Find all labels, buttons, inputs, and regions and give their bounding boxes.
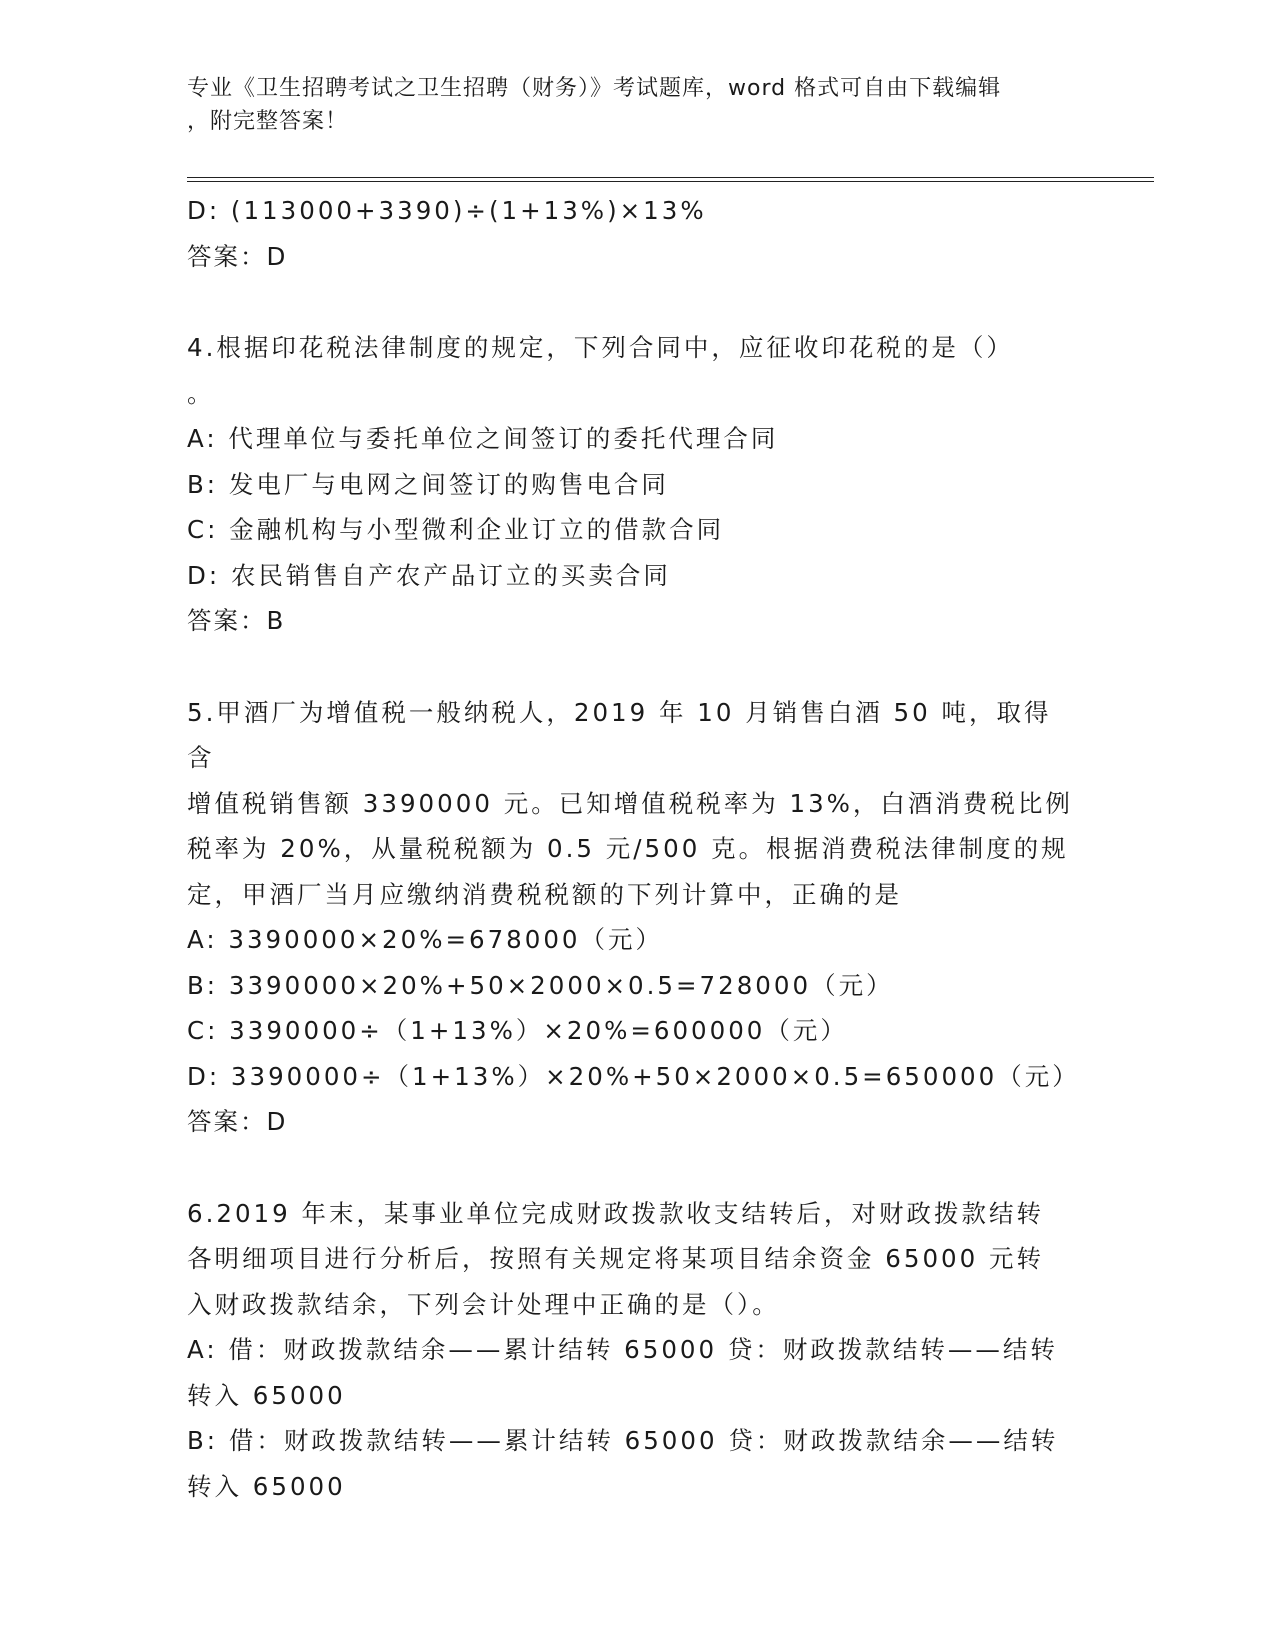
question-5 bbox=[187, 690, 1080, 1145]
q5-option-b: B: 3390000×20%+50×2000×0.5=728000（元） bbox=[187, 970, 894, 1000]
header-line-2: ，附完整答案！ bbox=[187, 109, 349, 134]
header-rule-top bbox=[187, 177, 1154, 178]
q5-stem-line-3: 税率为 20%，从量税税额为 0.5 元/500 克。根据消费税法律制度的规 bbox=[187, 834, 1069, 863]
q5-stem-line-4: 定，甲酒厂当月应缴纳消费税税额的下列计算中，正确的是 bbox=[187, 879, 902, 909]
q6-option-a-line-2: 转入 65000 bbox=[187, 1380, 346, 1410]
q6-stem-line-3: 入财政拨款结余，下列会计处理中正确的是（）。 bbox=[187, 1289, 780, 1319]
q3-answer: 答案：D bbox=[187, 241, 288, 271]
q6-option-b-line-1: B: 借：财政拨款结转——累计结转 65000 贷：财政拨款结余——结转 bbox=[187, 1426, 1059, 1455]
q5-option-c: C: 3390000÷（1+13%）×20%=600000（元） bbox=[187, 1016, 848, 1045]
q4-stem-line-2: 。 bbox=[187, 378, 215, 408]
spacer bbox=[187, 279, 1077, 325]
header-line-1: 专业《卫生招聘考试之卫生招聘（财务）》考试题库，word 格式可自由下载编辑 bbox=[187, 76, 1002, 101]
q5-option-a: A: 3390000×20%=678000（元） bbox=[187, 925, 664, 954]
q6-option-b-line-2: 转入 65000 bbox=[187, 1471, 346, 1501]
q4-stem-line-1: 4.根据印花税法律制度的规定，下列合同中，应征收印花税的是（） bbox=[187, 333, 1014, 362]
document-body bbox=[187, 188, 1080, 1509]
q4-option-d: D: 农民销售自产农产品订立的买卖合同 bbox=[187, 560, 671, 590]
q5-option-d: D: 3390000÷（1+13%）×20%+50×2000×0.5=650000（元） bbox=[187, 1061, 1080, 1091]
q6-stem-line-1: 6.2019 年末，某事业单位完成财政拨款收支结转后，对财政拨款结转 bbox=[187, 1198, 1045, 1228]
spacer bbox=[187, 644, 1077, 690]
question-6 bbox=[187, 1191, 1077, 1510]
spacer bbox=[187, 1145, 1077, 1191]
q5-stem-line-2: 增值税销售额 3390000 元。已知增值税税率为 13%，白酒消费税比例 bbox=[187, 788, 1073, 818]
q5-stem-line-1: 5.甲酒厂为增值税一般纳税人，2019 年 10 月销售白酒 50 吨，取得含 bbox=[187, 697, 1052, 772]
q6-stem-line-2: 各明细项目进行分析后，按照有关规定将某项目结余资金 65000 元转 bbox=[187, 1244, 1045, 1273]
q4-answer: 答案：B bbox=[187, 606, 286, 635]
question-3-tail bbox=[187, 188, 1077, 279]
header-rule-bottom bbox=[187, 181, 1154, 182]
q6-option-a-line-1: A: 借：财政拨款结余——累计结转 65000 贷：财政拨款结转——结转 bbox=[187, 1335, 1058, 1364]
q3-option-d: D: (113000+3390)÷(1+13%)×13% bbox=[187, 196, 707, 225]
q4-option-b: B: 发电厂与电网之间签订的购售电合同 bbox=[187, 469, 669, 499]
q4-option-a: A: 代理单位与委托单位之间签订的委托代理合同 bbox=[187, 424, 779, 453]
page-header bbox=[187, 72, 1087, 138]
q4-option-c: C: 金融机构与小型微利企业订立的借款合同 bbox=[187, 515, 725, 544]
q5-answer: 答案：D bbox=[187, 1107, 288, 1136]
question-4 bbox=[187, 325, 1077, 644]
